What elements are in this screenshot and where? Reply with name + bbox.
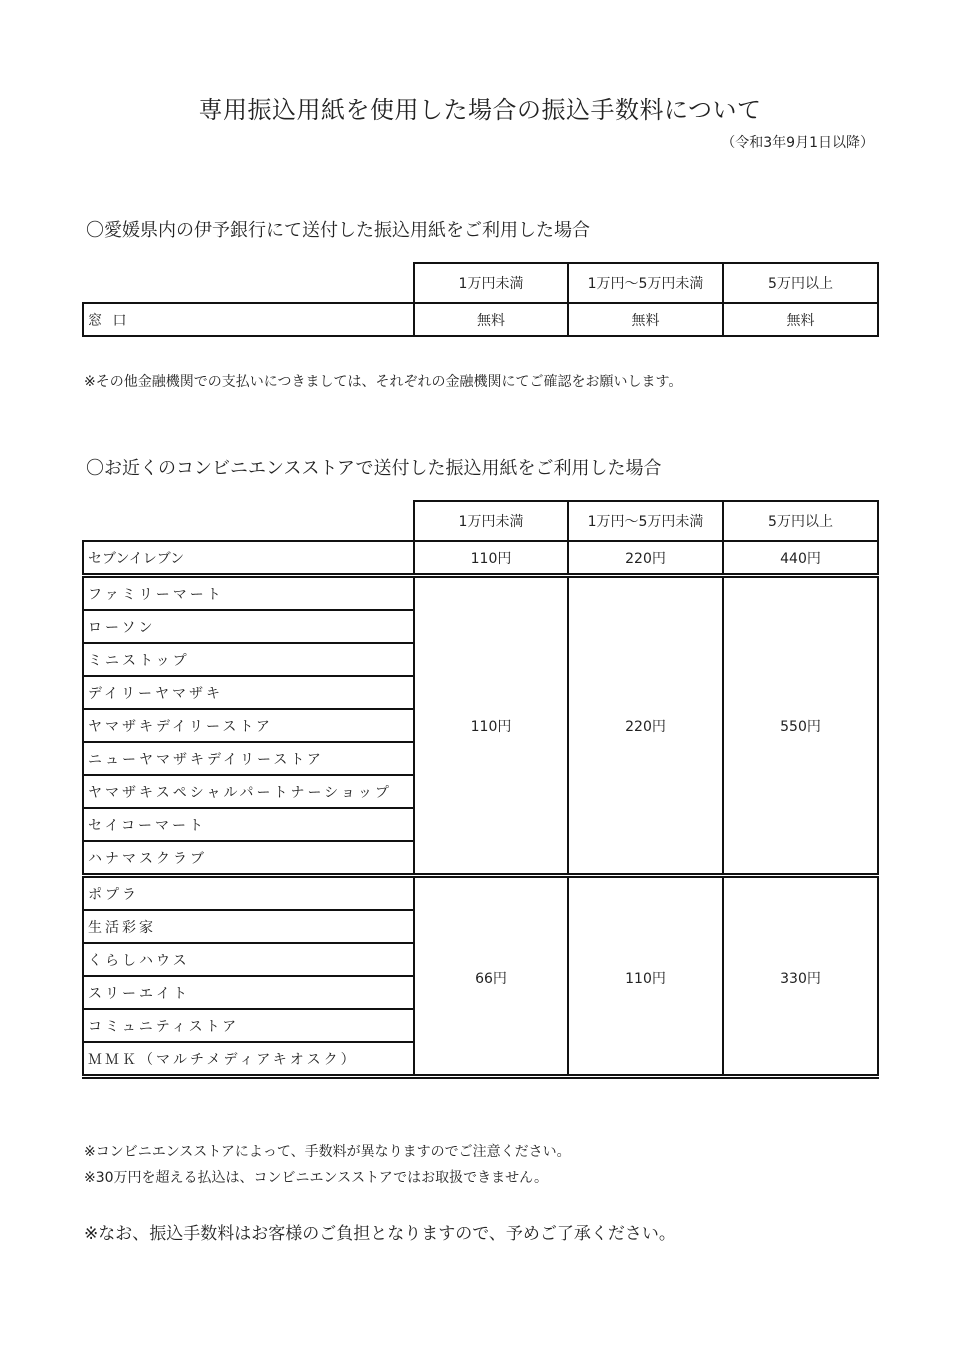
fee-cell: 110円 xyxy=(568,876,723,1077)
page-title: 専用振込用紙を使用した場合の振込手数料について xyxy=(198,96,762,124)
fee-cell: 110円 xyxy=(414,576,568,876)
store-name: ミニストップ xyxy=(83,643,414,676)
section1-heading: 〇愛媛県内の伊予銀行にて送付した振込用紙をご利用した場合 xyxy=(86,220,590,241)
row-label: 窓 口 xyxy=(83,303,414,336)
section1-note: ※その他金融機関での支払いにつきましては、それぞれの金融機関にてご確認をお願いします。 xyxy=(84,374,683,390)
fee-cell: 330円 xyxy=(723,876,878,1077)
section2-note: ※コンビニエンスストアによって、手数料が異なりますのでご注意ください。 xyxy=(84,1144,571,1160)
store-name: スリーエイト xyxy=(83,976,414,1009)
section2-note: ※30万円を超える払込は、コンビニエンスストアではお取扱できません。 xyxy=(84,1170,548,1186)
column-header: 1万円～5万円未満 xyxy=(568,263,723,303)
fee-cell: 無料 xyxy=(723,303,878,336)
store-name: ポプラ xyxy=(83,876,414,911)
store-name: くらしハウス xyxy=(83,943,414,976)
store-name: ローソン xyxy=(83,610,414,643)
store-name: ヤマザキデイリーストア xyxy=(83,709,414,742)
fee-cell: 550円 xyxy=(723,576,878,876)
header-blank-cell xyxy=(83,501,414,541)
fee-cell: 220円 xyxy=(568,576,723,876)
store-name: セブンイレブン xyxy=(83,541,414,576)
table-row xyxy=(83,541,878,576)
store-name: ニューヤマザキデイリーストア xyxy=(83,742,414,775)
convenience-store-fee-table xyxy=(82,500,879,1079)
store-name: ファミリーマート xyxy=(83,576,414,611)
column-header: 5万円以上 xyxy=(723,263,878,303)
table-header-row xyxy=(83,263,878,303)
store-name: 生活彩家 xyxy=(83,910,414,943)
store-name: デイリーヤマザキ xyxy=(83,676,414,709)
table-row xyxy=(83,303,878,336)
table-row xyxy=(83,576,878,611)
column-header: 1万円未満 xyxy=(414,263,568,303)
store-name: ＭＭＫ（マルチメディアキオスク） xyxy=(83,1042,414,1077)
header-blank-cell xyxy=(83,263,414,303)
column-header: 1万円～5万円未満 xyxy=(568,501,723,541)
table-header-row xyxy=(83,501,878,541)
fee-cell: 66円 xyxy=(414,876,568,1077)
store-name: ヤマザキスペシャルパートナーショップ xyxy=(83,775,414,808)
fee-cell: 440円 xyxy=(723,541,878,576)
table-row xyxy=(83,876,878,911)
store-name: ハナマスクラブ xyxy=(83,841,414,876)
final-note: ※なお、振込手数料はお客様のご負担となりますので、予めご了承ください。 xyxy=(84,1224,676,1244)
column-header: 1万円未満 xyxy=(414,501,568,541)
fee-cell: 220円 xyxy=(568,541,723,576)
fee-cell: 110円 xyxy=(414,541,568,576)
fee-cell: 無料 xyxy=(568,303,723,336)
bank-fee-table xyxy=(82,262,879,337)
section2-heading: 〇お近くのコンビニエンスストアで送付した振込用紙をご利用した場合 xyxy=(86,458,662,479)
fee-cell: 無料 xyxy=(414,303,568,336)
effective-date: （令和3年9月1日以降） xyxy=(721,135,874,151)
store-name: セイコーマート xyxy=(83,808,414,841)
column-header: 5万円以上 xyxy=(723,501,878,541)
store-name: コミュニティストア xyxy=(83,1009,414,1042)
